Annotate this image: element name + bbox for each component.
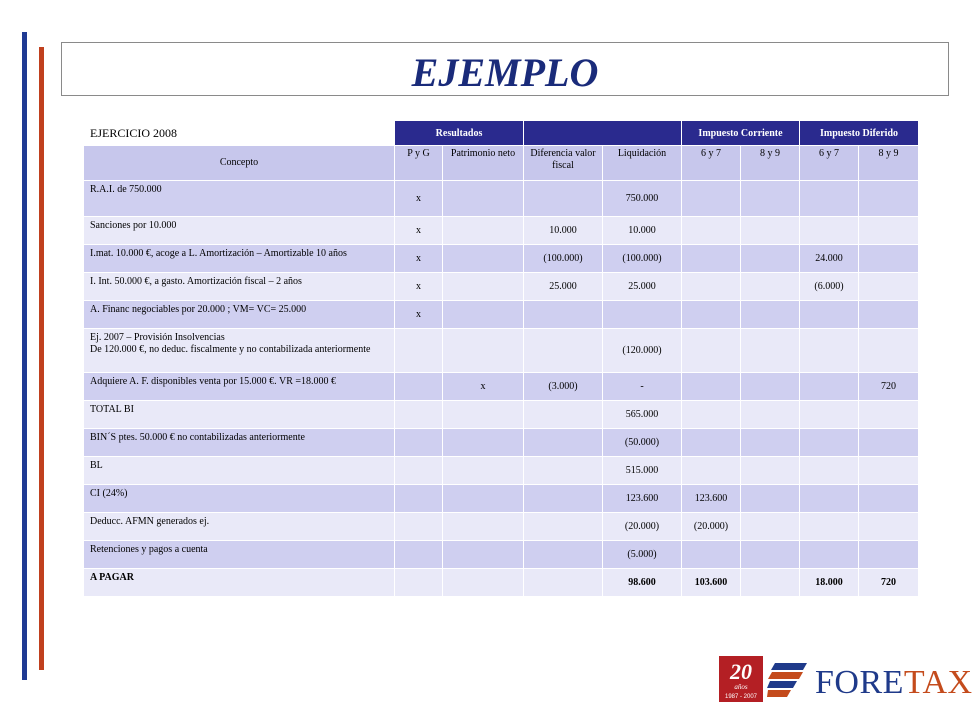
column-header: Concepto [84, 146, 394, 180]
table-cell [682, 217, 740, 244]
table-cell [524, 329, 602, 372]
left-accent-bar-red [39, 47, 44, 670]
table-cell [682, 329, 740, 372]
table-cell [859, 429, 918, 456]
header-resultados: Resultados [395, 121, 523, 145]
table-row [84, 429, 918, 456]
table-cell [395, 457, 442, 484]
table-cell [859, 273, 918, 300]
row-concept: Retenciones y pagos a cuenta [84, 541, 394, 568]
table-cell: (20.000) [682, 513, 740, 540]
table-cell [395, 401, 442, 428]
table-cell: 565.000 [603, 401, 681, 428]
table-cell [859, 457, 918, 484]
table-cell: 123.600 [603, 485, 681, 512]
table-cell: x [443, 373, 523, 400]
table-cell [443, 273, 523, 300]
table-cell [741, 513, 799, 540]
table-row [84, 541, 918, 568]
table-cell: 24.000 [800, 245, 858, 272]
table-cell: (120.000) [603, 329, 681, 372]
foretax-brand [815, 666, 973, 700]
table-cell: 98.600 [603, 569, 681, 596]
table-cell: x [395, 245, 442, 272]
table-cell [741, 301, 799, 328]
table-cell: (5.000) [603, 541, 681, 568]
tax-example-table [83, 120, 919, 597]
table-cell [859, 329, 918, 372]
anniversary-logo [719, 656, 763, 702]
table-cell [443, 181, 523, 216]
table-cell [443, 569, 523, 596]
column-header: 8 y 9 [859, 146, 918, 180]
table-cell: 10.000 [524, 217, 602, 244]
column-header: 8 y 9 [741, 146, 799, 180]
table-cell: 123.600 [682, 485, 740, 512]
row-concept: I.mat. 10.000 €, acoge a L. Amortización – Amortizable 10 años [84, 245, 394, 272]
table-cell: 515.000 [603, 457, 681, 484]
logo-years: 20 [730, 659, 752, 684]
table-cell [859, 301, 918, 328]
table-cell [682, 273, 740, 300]
table-cell [524, 569, 602, 596]
row-concept: Adquiere A. F. disponibles venta por 15.000 €. VR =18.000 € [84, 373, 394, 400]
column-header: 6 y 7 [800, 146, 858, 180]
table-cell [859, 181, 918, 216]
foretax-stripes-icon [767, 663, 807, 699]
table-cell [741, 329, 799, 372]
table-cell [682, 181, 740, 216]
header-impuesto-diferido: Impuesto Diferido [800, 121, 918, 145]
table-cell [524, 181, 602, 216]
table-cell: 103.600 [682, 569, 740, 596]
page-title: EJEMPLO [411, 50, 599, 95]
table-cell [741, 217, 799, 244]
table-cell: (20.000) [603, 513, 681, 540]
column-header-row [84, 146, 918, 180]
table-cell [682, 245, 740, 272]
brand-fore: FORE [815, 664, 904, 701]
table-cell [443, 401, 523, 428]
table-cell: 18.000 [800, 569, 858, 596]
table-cell [524, 457, 602, 484]
table-cell [859, 541, 918, 568]
table-cell [800, 429, 858, 456]
table-cell [800, 329, 858, 372]
table-row [84, 373, 918, 400]
table-cell [741, 485, 799, 512]
table-row [84, 457, 918, 484]
table-cell: - [603, 373, 681, 400]
table-cell [443, 245, 523, 272]
column-header: Liquidación [603, 146, 681, 180]
table-cell: 720 [859, 373, 918, 400]
table-row [84, 301, 918, 328]
table-cell [800, 513, 858, 540]
row-concept: A. Financ negociables por 20.000 ; VM= VC= 25.000 [84, 301, 394, 328]
row-concept: BIN´S ptes. 50.000 € no contabilizadas anteriormente [84, 429, 394, 456]
table-cell [443, 457, 523, 484]
table-cell: 10.000 [603, 217, 681, 244]
table-row [84, 329, 918, 372]
table-cell [800, 485, 858, 512]
table-cell: x [395, 217, 442, 244]
table-cell [524, 513, 602, 540]
table-cell [859, 245, 918, 272]
row-concept: CI (24%) [84, 485, 394, 512]
table-cell [741, 569, 799, 596]
table-cell [443, 485, 523, 512]
table-cell [741, 429, 799, 456]
logo-years-word: años [734, 683, 748, 691]
table-cell [800, 301, 858, 328]
table-cell [682, 429, 740, 456]
table-cell: (50.000) [603, 429, 681, 456]
table-cell [859, 513, 918, 540]
table-cell: (100.000) [603, 245, 681, 272]
table-cell [443, 429, 523, 456]
table-cell [443, 541, 523, 568]
table-cell [800, 457, 858, 484]
table-cell: 25.000 [603, 273, 681, 300]
table-cell: x [395, 301, 442, 328]
table-row [84, 513, 918, 540]
row-concept: Ej. 2007 – Provisión Insolvencias De 120.000 €, no deduc. fiscalmente y no contabilizada anteriormente [84, 329, 394, 372]
row-concept: Sanciones por 10.000 [84, 217, 394, 244]
table-cell [524, 485, 602, 512]
group-header-row [84, 121, 918, 145]
header-empty [524, 121, 681, 145]
table-cell [741, 245, 799, 272]
row-concept: Deducc. AFMN generados ej. [84, 513, 394, 540]
table-cell [682, 401, 740, 428]
column-header: 6 y 7 [682, 146, 740, 180]
table-row [84, 245, 918, 272]
row-concept: I. Int. 50.000 €, a gasto. Amortización fiscal – 2 años [84, 273, 394, 300]
table-cell [524, 541, 602, 568]
ejercicio-label: EJERCICIO 2008 [84, 121, 394, 145]
table-cell: 720 [859, 569, 918, 596]
table-cell: (100.000) [524, 245, 602, 272]
table-row [84, 217, 918, 244]
table-cell [524, 301, 602, 328]
brand-tax: TAX [903, 664, 973, 701]
table-cell [741, 457, 799, 484]
row-concept: BL [84, 457, 394, 484]
table-cell [682, 301, 740, 328]
column-header: Patrimonio neto [443, 146, 523, 180]
table-cell [741, 273, 799, 300]
table-cell [800, 401, 858, 428]
logo-range: 1987 - 2007 [724, 694, 758, 700]
table-row [84, 273, 918, 300]
table-row [84, 569, 918, 596]
table-cell [524, 401, 602, 428]
table-row [84, 181, 918, 216]
table-cell [859, 217, 918, 244]
table-cell: x [395, 181, 442, 216]
table-cell [443, 513, 523, 540]
table-cell [395, 541, 442, 568]
table-cell [443, 329, 523, 372]
column-header: P y G [395, 146, 442, 180]
table-cell: x [395, 273, 442, 300]
table-cell [443, 301, 523, 328]
table-row [84, 401, 918, 428]
table-cell [524, 429, 602, 456]
table-cell [395, 373, 442, 400]
table-cell [395, 429, 442, 456]
table-cell [800, 217, 858, 244]
table-cell [395, 329, 442, 372]
table-cell [741, 401, 799, 428]
table-cell [443, 217, 523, 244]
table-cell [395, 513, 442, 540]
table-cell [603, 301, 681, 328]
table-row [84, 485, 918, 512]
table-cell [682, 373, 740, 400]
table-cell: (3.000) [524, 373, 602, 400]
table-cell [800, 541, 858, 568]
table-cell [741, 373, 799, 400]
row-concept: A PAGAR [84, 569, 394, 596]
table-cell [395, 485, 442, 512]
table-cell [800, 181, 858, 216]
title-box [61, 42, 949, 96]
table-cell [741, 181, 799, 216]
row-concept: R.A.I. de 750.000 [84, 181, 394, 216]
table-cell [395, 569, 442, 596]
left-accent-bar-blue [22, 32, 27, 680]
table-cell [741, 541, 799, 568]
table-cell [682, 457, 740, 484]
table-cell [682, 541, 740, 568]
header-impuesto-corriente: Impuesto Corriente [682, 121, 799, 145]
column-header: Diferencia valor fiscal [524, 146, 602, 180]
table-cell [800, 373, 858, 400]
table-cell: (6.000) [800, 273, 858, 300]
table-cell [859, 401, 918, 428]
table-cell [859, 485, 918, 512]
table-cell: 25.000 [524, 273, 602, 300]
row-concept: TOTAL BI [84, 401, 394, 428]
table-cell: 750.000 [603, 181, 681, 216]
